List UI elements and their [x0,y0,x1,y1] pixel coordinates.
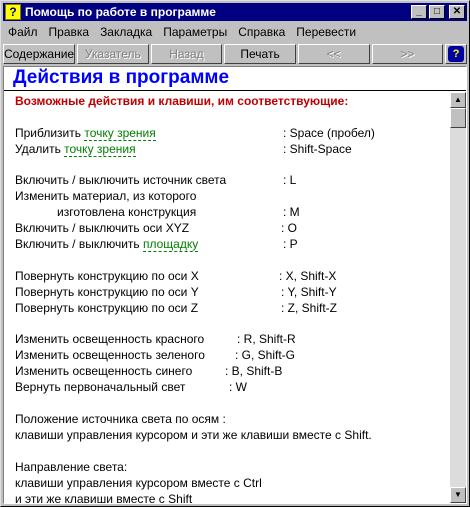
scroll-up-button[interactable]: ▲ [450,92,466,108]
prev-topic-button[interactable]: << [298,44,370,64]
row-label: Положение источника света по осям : [15,412,226,426]
row-key: : Space (пробел) [283,126,375,140]
menu-file[interactable]: Файл [8,25,38,39]
list-item [15,189,445,205]
row-key: : L [283,173,297,187]
menu-edit[interactable]: Правка [48,25,90,39]
maximize-button[interactable]: □ [429,5,445,19]
index-button[interactable]: Указатель [77,44,149,64]
list-item [15,173,445,189]
list-item [15,205,445,221]
row-label: Направление света: [15,460,128,474]
heading-band [4,67,466,91]
menu-bookmark[interactable]: Закладка [100,25,153,39]
row-label: Включить / выключить оси XYZ [15,221,190,235]
help-button[interactable] [445,44,467,64]
list-item [15,269,445,285]
menu-options[interactable]: Параметры [163,25,228,39]
vertical-scrollbar[interactable] [450,92,466,503]
list-item [15,476,445,492]
print-button[interactable]: Печать [224,44,296,64]
row-key: : B, Shift-B [225,364,283,378]
list-item [15,428,445,444]
row-label: Включить / выключить [15,237,143,251]
viewpoint-link[interactable]: точку зрения [84,126,156,140]
list-item [15,332,445,348]
list-item [15,142,445,158]
list-item [15,301,445,317]
row-label: Вернуть первоначальный свет [15,380,186,394]
row-label: Повернуть конструкцию по оси Z [15,301,199,315]
row-key: : W [229,380,247,394]
page-title: Действия в программе [13,67,230,88]
row-label: Приблизить [15,126,85,140]
list-item [15,285,445,301]
row-label: Удалить [15,142,65,156]
contents-button[interactable]: Содержание [3,44,75,64]
row-key: : Z, Shift-Z [281,301,338,315]
help-body [4,92,450,503]
help-book-icon[interactable]: ? [5,4,21,20]
list-item [15,348,445,364]
list-item [15,412,445,428]
list-item [15,126,445,142]
row-key: : X, Shift-X [279,269,337,283]
back-button[interactable]: Назад [151,44,223,64]
toolbar [3,43,467,65]
next-topic-button[interactable]: >> [372,44,444,64]
list-item [15,237,445,253]
platform-link[interactable]: площадку [143,237,199,251]
minimize-button[interactable]: _ [411,5,427,19]
row-key: : Y, Shift-Y [281,285,337,299]
menu-bar [3,23,467,41]
row-label: Изменить освещенность синего [15,364,193,378]
title-bar[interactable] [3,3,467,21]
row-key: : R, Shift-R [237,332,296,346]
viewpoint-link[interactable]: точку зрения [64,142,136,156]
row-key: : G, Shift-G [235,348,296,362]
row-label: изготовлена конструкция [57,205,197,219]
window-title: Помощь по работе в программе [25,5,216,19]
row-key: : Shift-Space [283,142,352,156]
row-label: Повернуть конструкцию по оси Y [15,285,199,299]
row-label: Повернуть конструкцию по оси X [15,269,199,283]
row-label: клавиши управления курсором и эти же клавиши вместе с Shift. [15,428,372,442]
row-label: клавиши управления курсором вместе с Ctrl [15,476,262,490]
list-item [15,460,445,476]
menu-translate[interactable]: Перевести [296,25,357,39]
row-key: : P [283,237,298,251]
help-icon: ? [448,46,464,62]
row-label: и эти же клавиши вместе с Shift [15,492,193,503]
help-content-pane [3,66,467,504]
row-label: Изменить материал, из которого [15,189,197,203]
row-label: Включить / выключить источник света [15,173,227,187]
row-label: Изменить освещенность зеленого [15,348,205,362]
scroll-down-button[interactable]: ▼ [450,487,466,503]
list-item [15,364,445,380]
list-item [15,492,445,503]
row-key: : O [281,221,298,235]
row-key: : M [283,205,300,219]
section-subheading: Возможные действия и клавиши, им соответствующие: [15,94,349,108]
list-item [15,380,445,396]
scroll-thumb[interactable] [450,108,466,128]
row-label: Изменить освещенность красного [15,332,205,346]
close-button[interactable]: ✕ [449,5,465,19]
list-item [15,221,445,237]
menu-help[interactable]: Справка [238,25,286,39]
